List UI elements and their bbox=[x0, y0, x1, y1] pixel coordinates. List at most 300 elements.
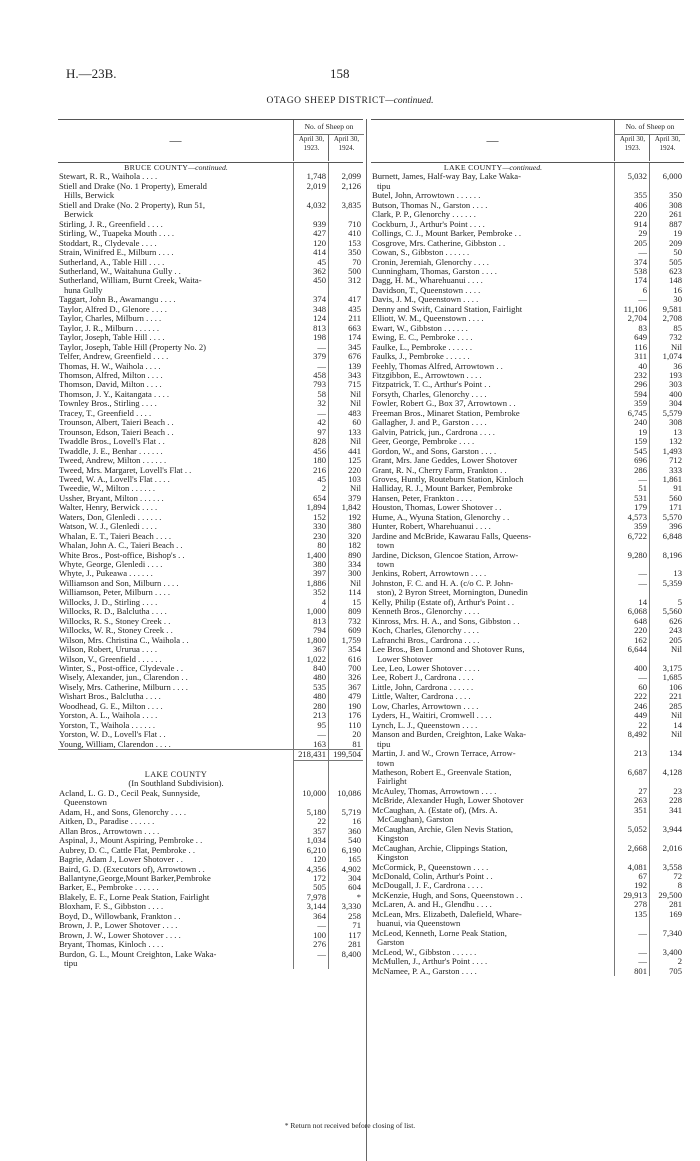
owner-name bbox=[371, 853, 614, 862]
owner-name-text: Willocks, J. D., Stirling . . . . bbox=[59, 597, 158, 607]
owner-name-text: Aubrey, D. C., Cattle Flat, Pembroke . . bbox=[59, 845, 195, 855]
owner-name-text: Hume, A., Wyuna Station, Glenorchy . . bbox=[372, 512, 510, 522]
name-column-header-right: — bbox=[486, 133, 499, 147]
owner-name bbox=[58, 163, 293, 172]
owner-name bbox=[58, 846, 293, 855]
table-row bbox=[371, 579, 684, 588]
sheep-1923: — bbox=[638, 473, 647, 484]
owner-name bbox=[371, 418, 614, 427]
owner-name-text: Thomson, J. Y., Kaitangata . . . . bbox=[59, 389, 170, 399]
table-row bbox=[371, 711, 684, 720]
owner-name bbox=[58, 248, 293, 257]
owner-name-text: Taylor, Joseph, Table Hill . . . . bbox=[59, 333, 165, 343]
owner-name-text: McCormick, P., Queenstown . . . . bbox=[372, 862, 489, 872]
col-1924-header-right: April 30, 1924. bbox=[649, 135, 685, 161]
sheep-1924: 174 bbox=[348, 332, 361, 343]
owner-name-text: Hunter, Robert, Wharehuanui . . . . bbox=[372, 522, 491, 532]
sheep-1924: 261 bbox=[669, 209, 682, 220]
owner-name bbox=[371, 475, 614, 484]
sheep-1923: 406 bbox=[634, 199, 647, 210]
owner-name bbox=[371, 617, 614, 626]
sheep-1924: 7,340 bbox=[662, 927, 682, 938]
sheep-1924: 110 bbox=[348, 719, 361, 730]
owner-name bbox=[371, 759, 614, 768]
continued-suffix: —continued. bbox=[188, 163, 228, 172]
sheep-1923: 120 bbox=[313, 237, 326, 248]
sheep-1923: 163 bbox=[313, 738, 326, 749]
sheep-1923: 793 bbox=[313, 379, 326, 390]
sheep-1923 bbox=[293, 770, 328, 779]
owner-name-text: Waters, Don, Glenledi . . . . . . bbox=[59, 512, 162, 522]
owner-name bbox=[371, 541, 614, 550]
owner-name-text: Low, Charles, Arrowtown . . . . bbox=[372, 701, 479, 711]
owner-name bbox=[58, 636, 293, 645]
owner-name bbox=[58, 267, 293, 276]
sheep-1924: 285 bbox=[669, 700, 682, 711]
owner-name bbox=[371, 352, 614, 361]
sheep-1923: 414 bbox=[313, 247, 326, 258]
sheep-1923: 240 bbox=[634, 417, 647, 428]
sheep-1924: 134 bbox=[669, 748, 682, 759]
sheep-1924: 72 bbox=[673, 870, 682, 881]
owner-name-text: LAKE COUNTY bbox=[144, 770, 208, 779]
owner-name bbox=[371, 588, 614, 597]
owner-name-text: Young, William, Clarendon . . . . bbox=[59, 739, 171, 749]
table-row bbox=[371, 768, 684, 777]
owner-name bbox=[58, 959, 293, 968]
sheep-1924: 380 bbox=[348, 521, 361, 532]
table-row bbox=[371, 910, 684, 919]
sheep-1924: 8 bbox=[677, 880, 682, 891]
sheep-1923: 60 bbox=[638, 681, 647, 692]
name-column-header: — bbox=[169, 133, 182, 147]
owner-name-text: Ewart, W., Gibbston . . . . . . bbox=[372, 323, 468, 333]
owner-name bbox=[58, 865, 293, 874]
sheep-1924: 3,558 bbox=[662, 861, 682, 872]
owner-name bbox=[371, 673, 614, 682]
sheep-1924: 435 bbox=[348, 303, 361, 314]
owner-name-text: Fitzpatrick, T. C., Arthur's Point . . bbox=[372, 380, 491, 390]
owner-name-text: tipu bbox=[377, 739, 391, 749]
sheep-1923: 45 bbox=[317, 256, 326, 267]
owner-name bbox=[371, 702, 614, 711]
owner-name bbox=[58, 626, 293, 635]
col-1923-header: April 30, 1923. bbox=[293, 135, 329, 161]
sheep-1923: 794 bbox=[313, 625, 326, 636]
owner-name bbox=[371, 380, 614, 389]
sheep-1924: 663 bbox=[348, 322, 361, 333]
sheep-1924: 715 bbox=[348, 379, 361, 390]
county-heading bbox=[58, 770, 363, 779]
owner-name bbox=[58, 456, 293, 465]
sheep-1924: 148 bbox=[669, 275, 682, 286]
sheep-1923: 9,280 bbox=[627, 549, 647, 560]
sheep-1924: 3,835 bbox=[341, 199, 361, 210]
owner-name bbox=[58, 182, 293, 191]
owner-name bbox=[371, 560, 614, 569]
owner-name-text: McDonald, Colin, Arthur's Point . . bbox=[372, 871, 493, 881]
sheep-1924: Nil bbox=[350, 398, 361, 409]
owner-name bbox=[371, 636, 614, 645]
owner-name-text: Geer, George, Pembroke . . . . bbox=[372, 437, 475, 447]
sheep-1924: 221 bbox=[669, 691, 682, 702]
sheep-1923: 6 bbox=[642, 284, 647, 295]
sheep-1924: 182 bbox=[348, 540, 361, 551]
sheep-1923: 296 bbox=[634, 379, 647, 390]
sheep-1924: 117 bbox=[348, 929, 361, 940]
sheep-1924: 13 bbox=[673, 568, 682, 579]
owner-name-text: LAKE COUNTY bbox=[443, 163, 503, 172]
owner-name bbox=[58, 855, 293, 864]
owner-name bbox=[58, 362, 293, 371]
owner-name bbox=[58, 532, 293, 541]
sheep-1923: 367 bbox=[313, 644, 326, 655]
sheep-1924: 133 bbox=[348, 426, 361, 437]
owner-name bbox=[371, 910, 614, 919]
sheep-1924: 211 bbox=[348, 313, 361, 324]
sheep-1923: 100 bbox=[313, 929, 326, 940]
sheep-1923 bbox=[293, 959, 328, 968]
owner-name bbox=[58, 740, 293, 749]
owner-name-text: Taylor, Alfred D., Glenore . . . . bbox=[59, 304, 167, 314]
table-row bbox=[58, 740, 363, 749]
sheep-1923: — bbox=[638, 927, 647, 938]
sheep-1924: 616 bbox=[348, 653, 361, 664]
table-row bbox=[58, 950, 363, 959]
owner-name bbox=[58, 286, 293, 295]
sheep-1923: 450 bbox=[313, 275, 326, 286]
sheep-1924: 809 bbox=[348, 606, 361, 617]
owner-name bbox=[371, 730, 614, 739]
owner-name bbox=[58, 808, 293, 817]
owner-name-text: Collings, C. J., Mount Barker, Pembroke . . bbox=[372, 229, 522, 239]
sheep-1924: 258 bbox=[348, 910, 361, 921]
sheep-1924: 308 bbox=[669, 199, 682, 210]
owner-name bbox=[371, 957, 614, 966]
owner-name-text: Bloxham, F. S., Gibbston . . . . bbox=[59, 902, 164, 912]
page-header bbox=[66, 66, 658, 82]
owner-name bbox=[371, 683, 614, 692]
sheep-1923: 380 bbox=[313, 559, 326, 570]
sheep-1923: 654 bbox=[313, 492, 326, 503]
owner-name-text: Wilson, Robert, Ururua . . . . bbox=[59, 645, 157, 655]
sheep-1923: 364 bbox=[313, 910, 326, 921]
sheep-1924: 192 bbox=[348, 511, 361, 522]
owner-name-text: Freeman Bros., Minaret Station, Pembroke bbox=[372, 408, 520, 418]
sheep-1923: — bbox=[638, 956, 647, 967]
total-row bbox=[58, 749, 363, 760]
owner-name-text: Faulke, L., Pembroke . . . . . . bbox=[372, 342, 473, 352]
sheep-1923: 840 bbox=[313, 663, 326, 674]
table-row bbox=[371, 777, 684, 786]
owner-name-text: (In Southland Subdivision). bbox=[128, 779, 224, 789]
owner-name-text: Garston bbox=[377, 938, 405, 948]
sheep-1923: 11,106 bbox=[623, 303, 647, 314]
sheep-1923: 216 bbox=[313, 464, 326, 475]
sheep-1924: 91 bbox=[673, 483, 682, 494]
owner-name bbox=[58, 428, 293, 437]
owner-name-text: Willocks, W. R., Stoney Creek . . bbox=[59, 626, 173, 636]
sheep-1923: 4,573 bbox=[627, 511, 647, 522]
owner-name-text: Whalan, John A. C., Taieri Beach . . bbox=[59, 541, 183, 551]
owner-name-text: Faulks, J., Pembroke . . . . . . bbox=[372, 352, 470, 362]
owner-name bbox=[58, 588, 293, 597]
sheep-1924: 71 bbox=[352, 920, 361, 931]
owner-name-text: McLean, Mrs. Elizabeth, Dalefield, Whare- bbox=[372, 909, 522, 919]
owner-name-text: Twaddle Bros., Lovell's Flat . . bbox=[59, 437, 165, 447]
sheep-count-group-header: No. of Sheep on bbox=[293, 120, 364, 135]
sheep-1923: 45 bbox=[317, 473, 326, 484]
owner-name bbox=[371, 844, 614, 853]
owner-name bbox=[58, 560, 293, 569]
owner-name-text: Kingston bbox=[377, 853, 409, 863]
right-rule-2 bbox=[649, 163, 650, 976]
owner-name-text: McCaughan), Garston bbox=[377, 815, 454, 825]
sheep-1924: 312 bbox=[348, 275, 361, 286]
owner-name-text: Adam, H., and Sons, Glenorchy . . . . bbox=[59, 807, 186, 817]
sheep-1924: 676 bbox=[348, 351, 361, 362]
owner-name bbox=[58, 721, 293, 730]
sheep-1923: 198 bbox=[313, 332, 326, 343]
owner-name bbox=[58, 210, 293, 219]
sheep-1924: Nil bbox=[350, 388, 361, 399]
sheep-1924: Nil bbox=[350, 483, 361, 494]
sheep-1924: 81 bbox=[352, 738, 361, 749]
owner-name-text: Elliott, W. M., Queenstown . . . . bbox=[372, 314, 484, 324]
owner-name-text: Manson and Burden, Creighton, Lake Waka- bbox=[372, 730, 527, 740]
footnote: * Return not received before closing of list. bbox=[284, 1121, 416, 1130]
sheep-1924: 193 bbox=[669, 369, 682, 380]
sheep-1923: 311 bbox=[634, 351, 647, 362]
sheep-1923: — bbox=[317, 407, 326, 418]
owner-name-text: Lee, Robert J., Cardrona . . . . bbox=[372, 673, 474, 683]
table-row bbox=[58, 276, 363, 285]
owner-name-text: Allan Bros., Arrowtown . . . . bbox=[59, 826, 160, 836]
sheep-1923: 6,210 bbox=[306, 844, 326, 855]
owner-name-text: Dagg, H. M., Wharehuanui . . . . bbox=[372, 276, 483, 286]
sheep-1924: 5,579 bbox=[662, 407, 682, 418]
owner-name-text: Cunningham, Thomas, Garston . . . . bbox=[372, 266, 497, 276]
right-table-body bbox=[371, 163, 684, 976]
owner-name-text: Tweed, W. A., Lovell's Flat . . . . bbox=[59, 474, 170, 484]
sheep-1924: 3,400 bbox=[662, 946, 682, 957]
owner-name bbox=[371, 248, 614, 257]
sheep-1924: 103 bbox=[348, 473, 361, 484]
owner-name bbox=[58, 220, 293, 229]
owner-name-text: Cockburn, J., Arthur's Point . . . . bbox=[372, 219, 485, 229]
sheep-1924: 10,086 bbox=[337, 787, 361, 798]
sheep-1924: 609 bbox=[348, 625, 361, 636]
sheep-1924: 304 bbox=[669, 398, 682, 409]
owner-name-text: McLaren, A. and H., Glendhu . . . . bbox=[372, 900, 492, 910]
owner-name-text: Johnston, F. C. and H. A. (c/o C. P. John- bbox=[372, 578, 514, 588]
sheep-1924: 2 bbox=[677, 956, 682, 967]
sheep-1924: 890 bbox=[348, 549, 361, 560]
owner-name bbox=[371, 645, 614, 654]
sheep-1923: 2,704 bbox=[627, 313, 647, 324]
owner-name-text: Wilson, Mrs. Christina C., Waihola . . bbox=[59, 635, 189, 645]
sheep-1924: 710 bbox=[348, 218, 361, 229]
owner-name-text: Lee Bros., Ben Lomond and Shotover Runs, bbox=[372, 645, 525, 655]
sheep-1924: 165 bbox=[348, 854, 361, 865]
sheep-1924 bbox=[328, 959, 363, 968]
sheep-1923: 51 bbox=[638, 483, 647, 494]
sheep-1924: 199,504 bbox=[328, 750, 363, 760]
sheep-1923: 449 bbox=[634, 710, 647, 721]
sheep-1923: 192 bbox=[634, 880, 647, 891]
sheep-1924: 2,126 bbox=[341, 180, 361, 191]
owner-name bbox=[371, 711, 614, 720]
owner-name bbox=[58, 380, 293, 389]
owner-name-text: Yorston, A. L., Waihola . . . . bbox=[59, 711, 158, 721]
sheep-1924: 343 bbox=[348, 369, 361, 380]
owner-name-text: McKenzie, Hugh, and Sons, Queenstown . . bbox=[372, 890, 523, 900]
owner-name bbox=[371, 484, 614, 493]
owner-name-text: Winter, S., Post-office, Clydevale . . bbox=[59, 664, 183, 674]
owner-name-text: Halliday, R. J., Mount Barker, Pembroke bbox=[372, 484, 513, 494]
sheep-1924: 441 bbox=[348, 445, 361, 456]
table-row bbox=[371, 172, 684, 181]
sheep-1923: — bbox=[317, 729, 326, 740]
owner-name bbox=[58, 779, 293, 788]
owner-name-text: Sutherland, W., Waitahuna Gully . . bbox=[59, 266, 181, 276]
owner-name bbox=[371, 929, 614, 938]
sheep-1924: 29,500 bbox=[658, 889, 682, 900]
owner-name bbox=[58, 683, 293, 692]
sheep-1923: 19 bbox=[638, 426, 647, 437]
owner-name-text: Willocks, R. S., Stoney Creek . . bbox=[59, 616, 171, 626]
sheep-1923: 6,745 bbox=[627, 407, 647, 418]
sheep-1924: * bbox=[356, 891, 361, 902]
sheep-1923: 95 bbox=[317, 719, 326, 730]
owner-name bbox=[58, 836, 293, 845]
owner-name bbox=[58, 893, 293, 902]
sheep-1923: 594 bbox=[634, 388, 647, 399]
owner-name bbox=[58, 750, 293, 760]
owner-name bbox=[58, 940, 293, 949]
sheep-1923: 1,800 bbox=[306, 634, 326, 645]
owner-name bbox=[58, 305, 293, 314]
owner-name bbox=[58, 874, 293, 883]
sheep-1923: 6,068 bbox=[627, 606, 647, 617]
owner-name-text: Lynch, L. J., Queenstown . . . . bbox=[372, 720, 478, 730]
owner-name-text: town bbox=[377, 560, 395, 570]
sheep-1924: 4,128 bbox=[662, 767, 682, 777]
owner-name bbox=[58, 276, 293, 285]
sheep-1923: 32 bbox=[317, 398, 326, 409]
owner-name bbox=[58, 711, 293, 720]
sheep-1923: 6,687 bbox=[627, 767, 647, 777]
sheep-1923: 10,000 bbox=[302, 787, 326, 798]
sheep-1924: 540 bbox=[348, 835, 361, 846]
owner-name-text: huna Gully bbox=[64, 285, 103, 295]
owner-name bbox=[371, 806, 614, 815]
owner-name bbox=[371, 569, 614, 578]
owner-name bbox=[371, 201, 614, 210]
owner-name-text: Grant, R. N., Cherry Farm, Frankton . . bbox=[372, 465, 507, 475]
table-row bbox=[371, 532, 684, 541]
sheep-1924: 396 bbox=[669, 521, 682, 532]
left-table-header bbox=[58, 119, 363, 163]
table-row bbox=[58, 475, 363, 484]
sheep-1924: 341 bbox=[669, 804, 682, 815]
sheep-1924: 500 bbox=[348, 265, 361, 276]
sheep-1924: 36 bbox=[673, 360, 682, 371]
owner-name-text: McCaughan, Archie, Glen Nevis Station, bbox=[372, 824, 514, 834]
sheep-1923: 7,978 bbox=[306, 891, 326, 902]
sheep-1924 bbox=[328, 761, 363, 770]
owner-name bbox=[371, 967, 614, 976]
sheep-1923: 286 bbox=[634, 464, 647, 475]
table-row bbox=[371, 967, 684, 976]
owner-name-text: Burdon, G. L., Mount Creighton, Lake Waka- bbox=[59, 949, 217, 959]
owner-name-text: Boyd, D., Willowbank, Frankton . . bbox=[59, 911, 181, 921]
owner-name-text: Yorston, T., Waihola . . . . . . bbox=[59, 720, 156, 730]
owner-name-text: Twaddle, J. E., Benhar . . . . . . bbox=[59, 446, 163, 456]
owner-name-text: Grant, Mrs. Jane Geddes, Lower Shotover bbox=[372, 456, 518, 466]
owner-name bbox=[371, 428, 614, 437]
sheep-1924: 3,330 bbox=[341, 901, 361, 912]
owner-name bbox=[371, 900, 614, 909]
owner-name-text: Brown, J. P., Lower Shotover . . . . bbox=[59, 921, 178, 931]
owner-name-text: Lee, Leo, Lower Shotover . . . . bbox=[372, 664, 480, 674]
sheep-1923: 180 bbox=[313, 455, 326, 466]
owner-name bbox=[58, 770, 293, 779]
sheep-1923: 352 bbox=[313, 587, 326, 598]
sheep-1924: 8,400 bbox=[341, 948, 361, 959]
owner-name bbox=[371, 333, 614, 342]
owner-name bbox=[58, 352, 293, 361]
owner-name-text: Kenneth Bros., Glenorchy . . . . bbox=[372, 607, 480, 617]
sheep-1923: 531 bbox=[634, 492, 647, 503]
sheep-1924: 483 bbox=[348, 407, 361, 418]
owner-name-text: Little, John, Cardrona . . . . . . bbox=[372, 682, 474, 692]
sheep-1923: 1,022 bbox=[306, 653, 326, 664]
owner-name bbox=[371, 399, 614, 408]
owner-name bbox=[371, 692, 614, 701]
owner-name bbox=[371, 343, 614, 352]
owner-name bbox=[58, 883, 293, 892]
owner-name-text: town bbox=[377, 541, 395, 551]
owner-name bbox=[371, 390, 614, 399]
owner-name bbox=[371, 872, 614, 881]
sheep-1923: 5,052 bbox=[627, 823, 647, 834]
right-table bbox=[371, 119, 684, 1161]
owner-name-text: Gordon, W., and Sons, Garston . . . . bbox=[372, 446, 497, 456]
owner-name bbox=[58, 607, 293, 616]
owner-name bbox=[58, 503, 293, 512]
sheep-1924: 16 bbox=[673, 284, 682, 295]
sheep-1924: 320 bbox=[348, 530, 361, 541]
sheep-1923: — bbox=[638, 294, 647, 305]
sheep-1923: 159 bbox=[634, 436, 647, 447]
owner-name-text: Townley Bros., Stirling . . . . bbox=[59, 399, 157, 409]
owner-name bbox=[371, 456, 614, 465]
table-row bbox=[58, 588, 363, 597]
sheep-1923: 480 bbox=[313, 691, 326, 702]
sheep-1923: 1,000 bbox=[306, 606, 326, 617]
sheep-1923: 162 bbox=[634, 634, 647, 645]
sheep-1924: 479 bbox=[348, 691, 361, 702]
owner-name bbox=[371, 276, 614, 285]
sheep-1923: — bbox=[638, 247, 647, 258]
title-continued: —continued. bbox=[385, 96, 434, 106]
sheep-1923: 362 bbox=[313, 265, 326, 276]
sheep-1923: 1,034 bbox=[306, 835, 326, 846]
sheep-1924: 417 bbox=[348, 294, 361, 305]
sheep-1923: 374 bbox=[634, 256, 647, 267]
sheep-1924: 300 bbox=[348, 568, 361, 579]
